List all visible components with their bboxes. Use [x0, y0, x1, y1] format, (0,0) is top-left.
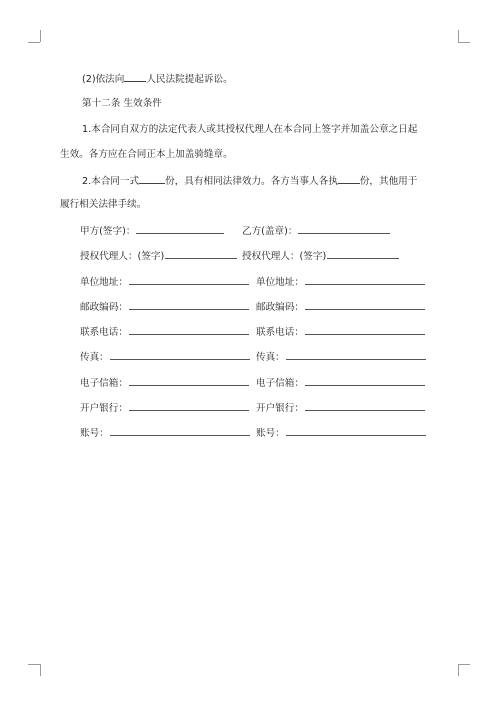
postcode-b-line[interactable]: [305, 299, 425, 310]
email-a-line[interactable]: [129, 375, 249, 386]
clause-litigation: [82, 71, 233, 86]
address-a-line[interactable]: [129, 274, 249, 285]
copies-each-blank: [338, 173, 360, 184]
bank-b-line[interactable]: [305, 400, 425, 411]
postcode-b-label: 邮政编码：: [256, 302, 304, 313]
agent-a-line[interactable]: [165, 248, 237, 259]
fax-b-line[interactable]: [286, 349, 426, 360]
phone-a-line[interactable]: [129, 324, 249, 335]
bank-a-line[interactable]: [129, 400, 249, 411]
agent-b-label: 授权代理人：(签字): [242, 251, 327, 262]
account-b-label: 账号：: [256, 428, 285, 439]
fax-a-label: 传真：: [80, 352, 109, 363]
address-a-label: 单位地址：: [80, 277, 128, 288]
clause-copies-line1: [82, 173, 417, 188]
party-a-line[interactable]: [136, 223, 224, 234]
address-b-line[interactable]: [305, 274, 425, 285]
fax-b-label: 传真：: [256, 352, 285, 363]
postcode-a-label: 邮政编码：: [80, 302, 128, 313]
email-a-label: 电子信箱：: [80, 378, 128, 389]
phone-b-line[interactable]: [305, 324, 425, 335]
account-b-line[interactable]: [286, 425, 426, 436]
agent-a-label: 授权代理人：(签字): [80, 251, 165, 262]
court-blank: [124, 71, 146, 82]
clause-litigation-post: 人民法院提起诉讼。: [146, 74, 233, 85]
email-b-label: 电子信箱：: [256, 378, 304, 389]
phone-a-label: 联系电话：: [80, 327, 128, 338]
clause-effective-line1: 1.本合同自双方的法定代表人或其授权代理人在本合同上签字并加盖公章之日起: [82, 124, 418, 135]
clause-copies-b: 份，具有相同法律效力。各方当事人各执: [165, 176, 338, 187]
email-b-line[interactable]: [305, 375, 425, 386]
clause-copies-line2: 履行相关法律手续。: [60, 199, 147, 210]
address-b-label: 单位地址：: [256, 277, 304, 288]
copies-total-blank: [139, 173, 165, 184]
bank-a-label: 开户银行：: [80, 403, 128, 414]
bank-b-label: 开户银行：: [256, 403, 304, 414]
postcode-a-line[interactable]: [129, 299, 249, 310]
clause-copies-a: 2.本合同一式: [82, 176, 140, 187]
phone-b-label: 联系电话：: [256, 327, 304, 338]
party-b-label: 乙方(盖章)：: [242, 226, 298, 237]
clause-litigation-pre: (2)依法向: [82, 74, 125, 85]
party-b-line[interactable]: [298, 223, 390, 234]
party-a-label: 甲方(签字)：: [80, 226, 136, 237]
clause-copies-c: 份，其他用于: [359, 176, 418, 187]
account-a-label: 账号：: [80, 428, 109, 439]
account-a-line[interactable]: [110, 425, 250, 436]
fax-a-line[interactable]: [110, 349, 250, 360]
article-heading: 第十二条 生效条件: [82, 98, 162, 109]
clause-effective-line2: 生效。各方应在合同正本上加盖骑缝章。: [60, 149, 233, 160]
agent-b-line[interactable]: [327, 248, 399, 259]
